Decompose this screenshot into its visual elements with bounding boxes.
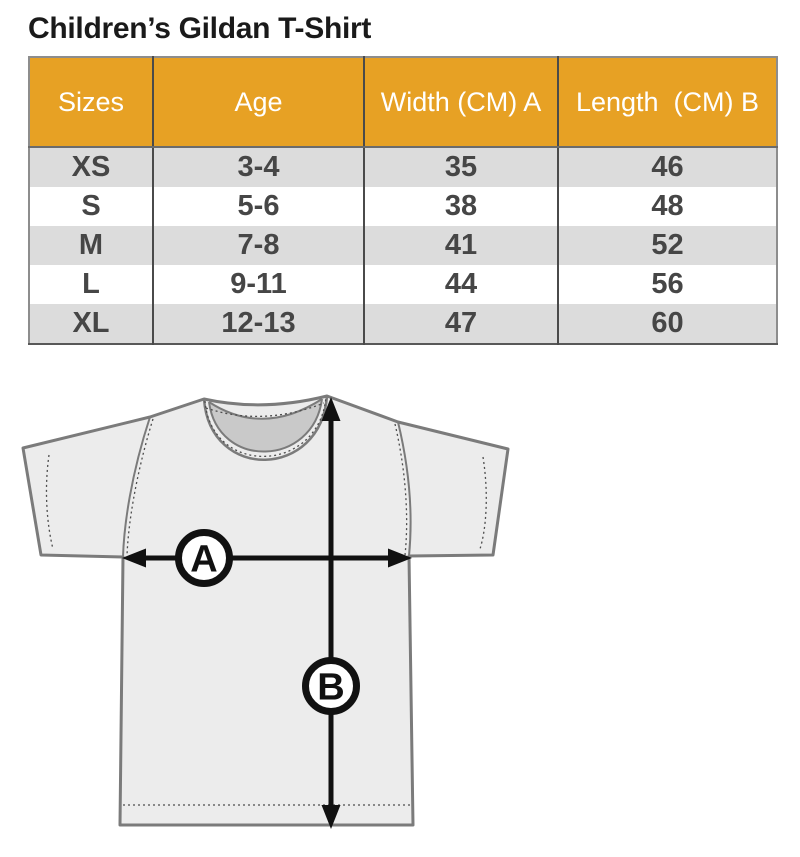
size-cell: L bbox=[29, 265, 153, 304]
width-cell: 35 bbox=[364, 147, 558, 187]
column-header-sizes: Sizes bbox=[29, 57, 153, 147]
size-cell: XL bbox=[29, 304, 153, 344]
width-marker-label: A bbox=[190, 538, 218, 581]
column-header-age: Age bbox=[153, 57, 364, 147]
column-header-length: Length (CM) B bbox=[558, 57, 777, 147]
length-cell: 52 bbox=[558, 226, 777, 265]
table-row bbox=[29, 304, 777, 344]
width-marker bbox=[179, 533, 230, 584]
size-cell: S bbox=[29, 187, 153, 226]
page-title: Children’s Gildan T-Shirt bbox=[28, 12, 372, 45]
size-table bbox=[28, 56, 778, 345]
table-row bbox=[29, 226, 777, 265]
table-row bbox=[29, 147, 777, 187]
length-marker bbox=[306, 661, 357, 712]
age-cell: 12-13 bbox=[153, 304, 364, 344]
age-cell: 3-4 bbox=[153, 147, 364, 187]
width-cell: 44 bbox=[364, 265, 558, 304]
size-cell: M bbox=[29, 226, 153, 265]
tshirt-measurement-diagram bbox=[0, 385, 560, 847]
length-cell: 46 bbox=[558, 147, 777, 187]
table-row bbox=[29, 187, 777, 226]
column-header-width: Width (CM) A bbox=[364, 57, 558, 147]
width-cell: 41 bbox=[364, 226, 558, 265]
tshirt-diagram-svg bbox=[0, 385, 560, 847]
length-cell: 60 bbox=[558, 304, 777, 344]
age-cell: 7-8 bbox=[153, 226, 364, 265]
age-cell: 5-6 bbox=[153, 187, 364, 226]
length-cell: 48 bbox=[558, 187, 777, 226]
length-marker-label: B bbox=[317, 666, 345, 709]
size-cell: XS bbox=[29, 147, 153, 187]
table-row bbox=[29, 265, 777, 304]
length-cell: 56 bbox=[558, 265, 777, 304]
width-cell: 38 bbox=[364, 187, 558, 226]
age-cell: 9-11 bbox=[153, 265, 364, 304]
width-cell: 47 bbox=[364, 304, 558, 344]
table-header-row bbox=[29, 57, 777, 147]
